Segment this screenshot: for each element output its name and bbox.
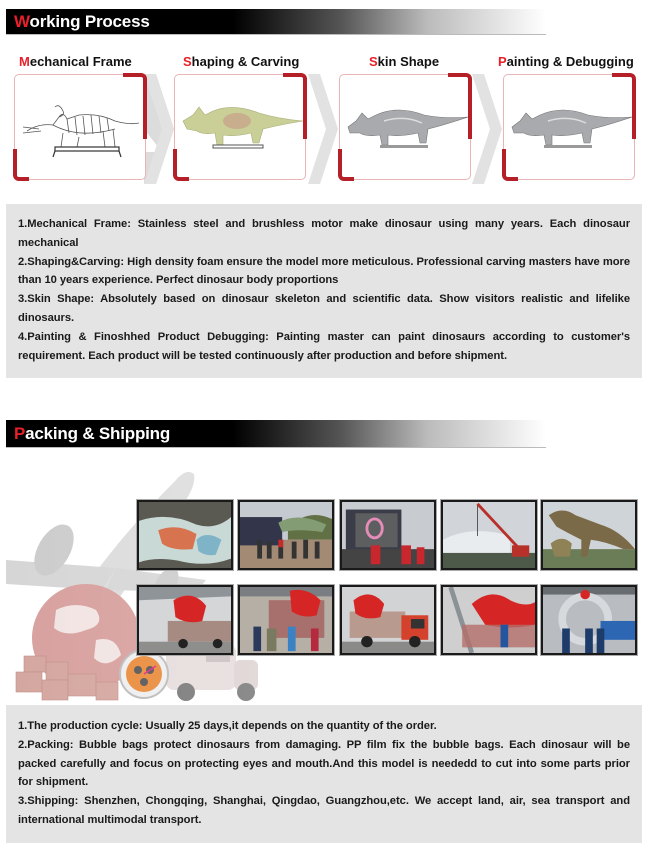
step-card-mechanical-frame (14, 74, 146, 180)
wire-frame-dinosaur-image (19, 93, 143, 161)
photo-red-model-loaded-truck (340, 585, 436, 655)
step-card-shaping-carving (174, 74, 306, 180)
chevron-arrow-icon (144, 74, 174, 184)
photo-container-loading (340, 500, 436, 570)
description-shaping-carving: 2.Shaping&Carving: High density foam ensure the model more meticulous. Professional carving masters have more than 10 years experience. Perfect dinosaur body proportions (18, 255, 630, 287)
step-label-mechanical-frame: Mechanical Frame (19, 54, 132, 69)
photo-silver-ring-model (541, 585, 637, 655)
section-title: Packing & Shipping (14, 423, 171, 443)
photo-red-model-frame (441, 585, 537, 655)
step-card-painting-debugging (503, 74, 635, 180)
chevron-arrow-icon (308, 74, 338, 184)
description-shipping: 3.Shipping: Shenzhen, Chongqing, Shanghai, Qingdao, Guangzhou,etc. We accept land, air, sea transport and international multimodal transport. (18, 795, 630, 826)
description-production-cycle: 1.The production cycle: Usually 25 days,it depends on the quantity of the order. (18, 720, 437, 732)
description-packing: 2.Packing: Bubble bags protect dinosaurs from damaging. PP film fix the bubble bags. Each dinosaur will be packed carefully and focus on protecting eyes and mouth.And this model is neededd to cut into some parts prior for shipment. (18, 738, 630, 789)
working-process-description-panel (6, 204, 642, 378)
description-mechanical-frame: 1.Mechanical Frame: Stainless steel and brushless motor make dinosaur using many years. Each dinosaur mechanical (18, 218, 630, 249)
photo-red-model-truck-workers (238, 585, 334, 655)
photo-red-model-warehouse (137, 585, 233, 655)
section-title: Working Process (14, 11, 150, 31)
gray-skin-dinosaur-image (344, 93, 468, 161)
photo-bubble-wrapped-parts (137, 500, 233, 570)
painted-dinosaur-image (508, 93, 632, 161)
step-label-shaping-carving: Shaping & Carving (183, 54, 300, 69)
foam-dinosaur-image (179, 93, 303, 161)
chevron-arrow-icon (472, 74, 502, 184)
photo-crane-lifting (441, 500, 537, 570)
packing-shipping-description-panel (6, 705, 642, 843)
packing-shipping-header (6, 420, 546, 448)
description-skin-shape: 3.Skin Shape: Absolutely based on dinosaur skeleton and scientific data. Show visitors realistic and lifelike dinosaurs. (18, 293, 630, 324)
step-card-skin-shape (339, 74, 471, 180)
working-process-header (6, 9, 546, 35)
description-painting-debugging: 4.Painting & Finoshhed Product Debugging: Painting master can paint dinosaurs according to customer's requirement. Each product will be tested continuously after production and before shipment. (18, 330, 630, 362)
step-label-skin-shape: Skin Shape (369, 54, 440, 69)
step-label-painting-debugging: Painting & Debugging (498, 54, 634, 69)
shipping-collage-image (6, 460, 336, 708)
photo-trex-installation (541, 500, 637, 570)
photo-workers-loading-truck (238, 500, 334, 570)
